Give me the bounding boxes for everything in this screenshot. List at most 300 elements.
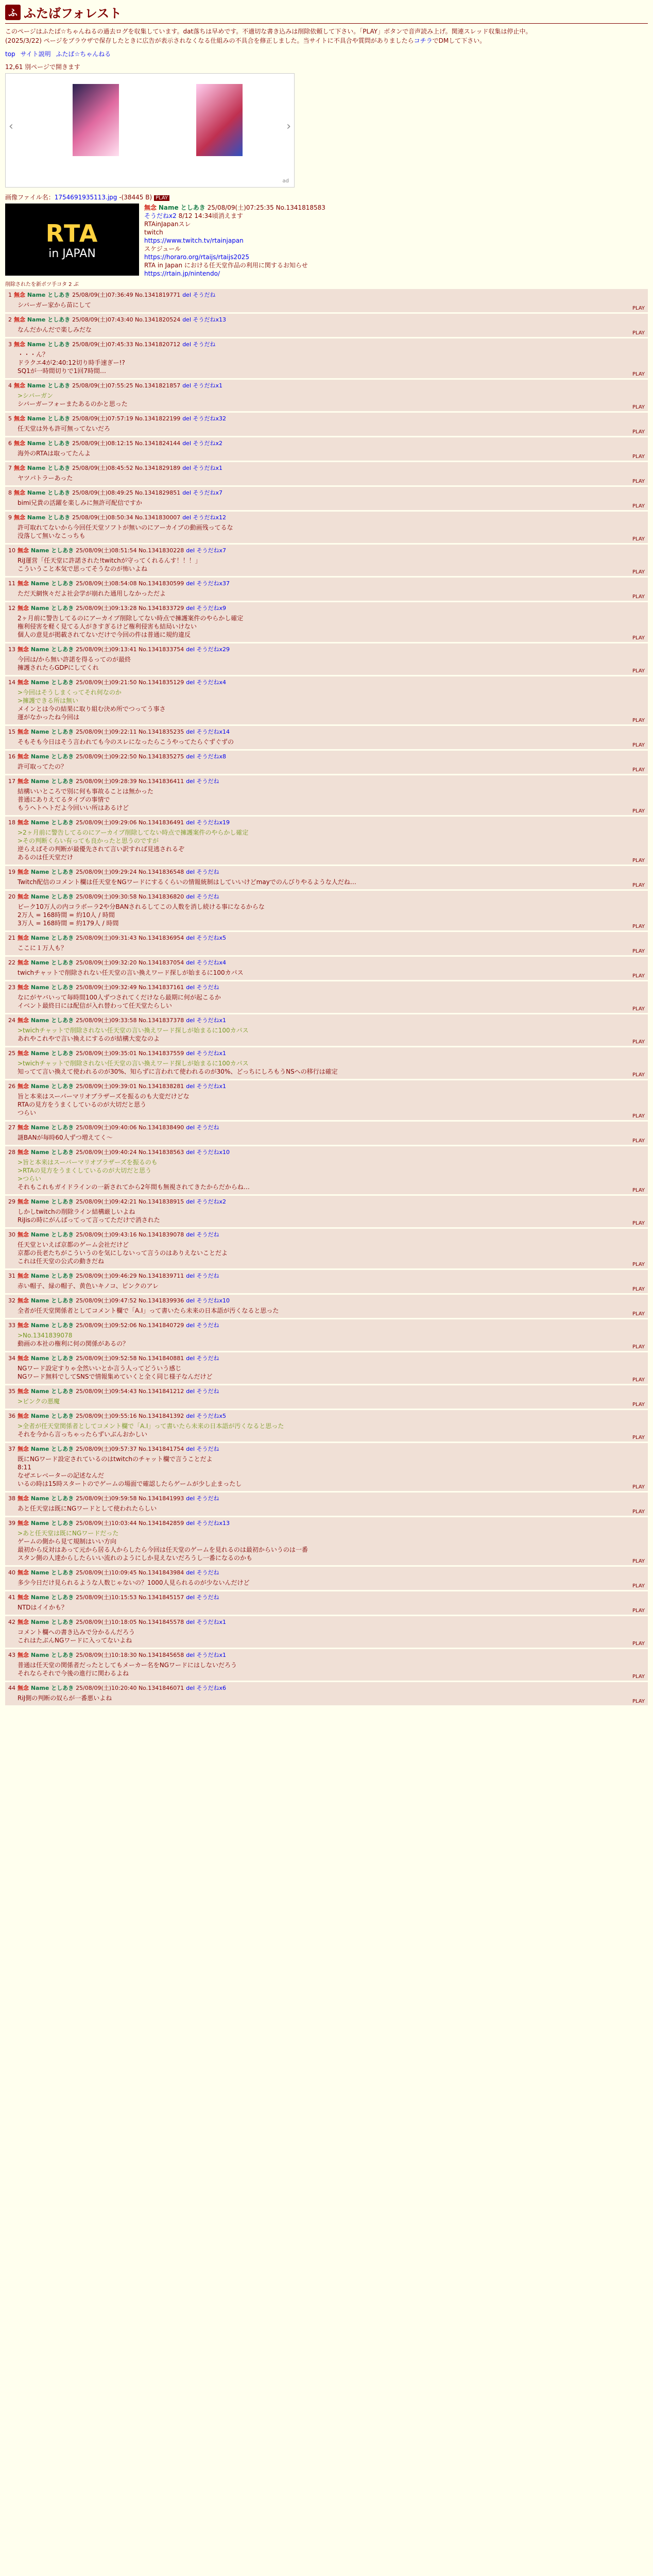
delete-link[interactable]: del (186, 1322, 195, 1329)
play-button[interactable]: PLAY (632, 742, 645, 748)
reply-body (18, 787, 645, 812)
nav-top-link[interactable]: top (5, 50, 15, 58)
reply-name: Name としあき (27, 489, 73, 496)
reply-post (5, 1493, 648, 1516)
reply-datetime[interactable]: 25/08/09(土)10:09:45 No.1341843984 (76, 1569, 184, 1576)
reply-datetime[interactable]: 25/08/09(土)09:13:28 No.1341833729 (76, 605, 184, 612)
reply-body (18, 1307, 645, 1315)
reply-datetime[interactable]: 25/08/09(土)10:20:40 No.1341846071 (76, 1685, 184, 1691)
reply-subject: 無念 (18, 1619, 31, 1625)
reply-datetime[interactable]: 25/08/09(土)09:46:29 No.1341839711 (76, 1273, 184, 1279)
delete-link[interactable]: del (186, 959, 195, 966)
soudane-button[interactable]: そうだねx13 (191, 316, 227, 323)
soudane-button[interactable]: そうだね (195, 1322, 219, 1329)
reply-name: Name としあき (30, 1017, 76, 1024)
play-button[interactable]: PLAY (632, 569, 645, 575)
op-line: twitch (144, 229, 163, 236)
delete-link[interactable]: del (186, 1083, 195, 1090)
op-expiry: 8/12 14:34頃消えます (178, 212, 243, 219)
delete-link[interactable]: del (186, 1297, 195, 1304)
delete-link[interactable]: del (186, 1569, 195, 1576)
reply-datetime[interactable]: 25/08/09(土)09:43:16 No.1341839078 (76, 1231, 184, 1238)
delete-link[interactable]: del (186, 1495, 195, 1502)
delete-link[interactable]: del (182, 440, 192, 447)
reply-datetime[interactable]: 25/08/09(土)09:40:06 No.1341838490 (76, 1124, 184, 1131)
reply-index: 36 (8, 1413, 15, 1419)
reply-text: それもこれもガイドラインの一新されてから2年間も無視されてきたからだからね… (18, 1183, 250, 1191)
reply-index: 12 (8, 605, 15, 612)
reply-index: 43 (8, 1652, 15, 1658)
soudane-button[interactable]: そうだね (195, 1388, 219, 1395)
reply-datetime[interactable]: 25/08/09(土)09:32:49 No.1341837161 (76, 984, 184, 991)
reply-datetime[interactable]: 25/08/09(土)09:31:43 No.1341836954 (76, 935, 184, 941)
soudane-button[interactable]: そうだねx14 (195, 728, 230, 735)
reply-datetime[interactable]: 25/08/09(土)09:54:43 No.1341841212 (76, 1388, 184, 1395)
play-button[interactable]: PLAY (632, 1221, 645, 1226)
play-button[interactable]: PLAY (632, 858, 645, 863)
reply-text: ビーク10万人の内コラボーラ2や分BANされるしてこの人数を消し続ける事になるからな 2万人 = 168時間 = 約10人 / 時間 3万人 = 168時間 = 約179人 / 時間 (18, 903, 265, 927)
reply-datetime[interactable]: 25/08/09(土)10:15:53 No.1341845157 (76, 1594, 184, 1601)
reply-datetime[interactable]: 25/08/09(土)10:03:44 No.1341842859 (76, 1520, 184, 1527)
play-button[interactable]: PLAY (632, 668, 645, 674)
delete-link[interactable]: del (182, 292, 192, 298)
delete-link[interactable]: del (186, 753, 195, 760)
delete-link[interactable]: del (182, 415, 192, 422)
nav-about-link[interactable]: サイト説明 (20, 50, 51, 58)
reply-index: 30 (8, 1231, 15, 1238)
reply-datetime[interactable]: 25/08/09(土)08:49:25 No.1341829851 (72, 489, 181, 496)
reply-name: Name としあき (30, 728, 76, 735)
delete-link[interactable]: del (186, 1413, 195, 1419)
reply-subject: 無念 (14, 341, 27, 348)
reply-body (18, 993, 645, 1010)
reply-body (18, 1455, 645, 1488)
reply-datetime[interactable]: 25/08/09(土)09:22:11 No.1341835235 (76, 728, 184, 735)
reply-subject: 無念 (18, 1273, 31, 1279)
play-button[interactable]: PLAY (632, 1674, 645, 1680)
reply-datetime[interactable]: 25/08/09(土)09:33:58 No.1341837378 (76, 1017, 184, 1024)
reply-subject: 無念 (18, 1446, 31, 1452)
reply-datetime[interactable]: 25/08/09(土)09:55:16 No.1341841392 (76, 1413, 184, 1419)
file-size: -(38445 B) (119, 194, 152, 201)
delete-link[interactable]: del (186, 1198, 195, 1205)
delete-link[interactable]: del (186, 1050, 195, 1057)
play-button[interactable]: PLAY (632, 503, 645, 509)
delete-link[interactable]: del (182, 382, 192, 389)
soudane-button[interactable]: そうだねx2 (191, 440, 223, 447)
delete-link[interactable]: del (186, 580, 195, 587)
reply-subject: 無念 (18, 1520, 31, 1527)
delete-link[interactable]: del (186, 1017, 195, 1024)
op-soudane[interactable]: そうだねx2 (144, 212, 177, 219)
soudane-button[interactable]: そうだねx10 (195, 1297, 230, 1304)
soudane-button[interactable]: そうだねx4 (195, 959, 227, 966)
reply-name: Name としあき (27, 440, 73, 447)
reply-datetime[interactable]: 25/08/09(土)09:21:50 No.1341835129 (76, 679, 184, 686)
soudane-button[interactable]: そうだね (195, 1495, 219, 1502)
play-button[interactable]: PLAY (632, 1484, 645, 1490)
reply-name: Name としあき (30, 869, 76, 875)
soudane-button[interactable]: そうだねx7 (191, 489, 223, 496)
reply-datetime[interactable]: 25/08/09(土)07:36:49 No.1341819771 (72, 292, 181, 298)
reply-quote: >2ヶ月前に警告してるのにアーカイブ削除してない時点で擁護案件のやらかし確定 >その判断くらい有っても良かったと思うのですが (18, 829, 249, 844)
reply-quote: >twichチャットで削除されない任天堂の言い換えワード探しが始まるに100カパス (18, 1027, 249, 1034)
reply-header (8, 934, 645, 942)
reply-body (18, 1282, 645, 1290)
play-button[interactable]: PLAY (632, 1377, 645, 1383)
reply-post (5, 891, 648, 930)
soudane-button[interactable]: そうだねx4 (195, 679, 227, 686)
delete-link[interactable]: del (186, 1149, 195, 1156)
reply-datetime[interactable]: 25/08/09(土)09:35:01 No.1341837559 (76, 1050, 184, 1057)
soudane-button[interactable]: そうだねx1 (191, 465, 223, 471)
reply-header (8, 752, 645, 760)
contact-link[interactable]: コチラ (414, 37, 433, 44)
reply-index: 26 (8, 1083, 15, 1090)
reply-body (18, 1628, 645, 1645)
play-button[interactable]: PLAY (632, 1641, 645, 1647)
play-button[interactable]: PLAY (632, 1608, 645, 1614)
soudane-button[interactable]: そうだねx1 (195, 1083, 227, 1090)
reply-body (18, 425, 645, 433)
reply-datetime[interactable]: 25/08/09(土)09:22:50 No.1341835275 (76, 753, 184, 760)
soudane-button[interactable]: そうだね (195, 1355, 219, 1362)
reply-subject: 無念 (18, 1198, 31, 1205)
delete-link[interactable]: del (186, 605, 195, 612)
play-button[interactable]: PLAY (632, 429, 645, 435)
reply-quote: >旨と本来はスーパーマリオブラザーズを振るのも >RTAの見方をうまくしているのが大切だと思う >つらい (18, 1159, 158, 1182)
reply-body (18, 1694, 645, 1702)
play-button[interactable]: PLAY (632, 767, 645, 773)
reply-header (8, 1321, 645, 1329)
reply-name: Name としあき (30, 893, 76, 900)
soudane-button[interactable]: そうだね (195, 869, 219, 875)
delete-link[interactable]: del (186, 1124, 195, 1131)
play-button[interactable]: PLAY (632, 306, 645, 311)
reply-datetime[interactable]: 25/08/09(土)07:45:33 No.1341820712 (72, 341, 181, 348)
play-button[interactable]: PLAY (632, 1072, 645, 1078)
play-button[interactable]: PLAY (632, 330, 645, 336)
reply-datetime[interactable]: 25/08/09(土)07:57:19 No.1341822199 (72, 415, 181, 422)
chevron-left-icon[interactable]: ‹ (9, 120, 13, 133)
delete-link[interactable]: del (186, 547, 195, 554)
reply-header (8, 958, 645, 967)
reply-subject: 無念 (18, 1017, 31, 1024)
reply-index: 44 (8, 1685, 15, 1691)
reply-datetime[interactable]: 25/08/09(土)08:54:08 No.1341830599 (76, 580, 184, 587)
delete-link[interactable]: del (182, 316, 192, 323)
reply-post (5, 1014, 648, 1046)
reply-header (8, 579, 645, 587)
soudane-button[interactable]: そうだねx10 (195, 1149, 230, 1156)
reply-text: 全者が任天堂関係者としてコメント欄で「A.I」って書いたら未来の日本語が汚くなると思った (18, 1307, 279, 1314)
reply-index: 14 (8, 679, 15, 686)
play-button[interactable]: PLAY (632, 454, 645, 460)
delete-link[interactable]: del (186, 1388, 195, 1395)
reply-text: ここに１万人も？ (18, 944, 67, 952)
soudane-button[interactable]: そうだね (195, 778, 219, 785)
soudane-button[interactable]: そうだねx5 (195, 935, 227, 941)
reply-name: Name としあき (30, 605, 76, 612)
delete-link[interactable]: del (186, 1231, 195, 1238)
reply-quote: >あと任天堂は既にNGワードだった (18, 1530, 119, 1537)
reply-datetime[interactable]: 25/08/09(土)09:42:21 No.1341838915 (76, 1198, 184, 1205)
op-link[interactable]: https://rtain.jp/nintendo/ (144, 270, 220, 277)
reply-text: 多少今日だけ見られるような人数じゃないの？1000人見られるのが少ないんだけど (18, 1579, 250, 1586)
delete-link[interactable]: del (182, 465, 192, 471)
reply-subject: 無念 (18, 1355, 31, 1362)
reply-datetime[interactable]: 25/08/09(土)08:12:15 No.1341824144 (72, 440, 181, 447)
delete-link[interactable]: del (186, 1652, 195, 1658)
play-button[interactable]: PLAY (632, 1188, 645, 1193)
reply-index: 33 (8, 1322, 15, 1329)
delete-link[interactable]: del (186, 1619, 195, 1625)
soudane-button[interactable]: そうだねx8 (195, 753, 227, 760)
delete-link[interactable]: del (186, 1685, 195, 1691)
op-datetime: 25/08/09(土)07:25:35 No.1341818583 (207, 204, 325, 211)
play-button[interactable]: PLAY (154, 195, 169, 201)
soudane-button[interactable]: そうだねx7 (195, 547, 227, 554)
reply-post (5, 1270, 648, 1293)
soudane-button[interactable]: そうだねx1 (195, 1652, 227, 1658)
gallery-carousel[interactable] (5, 73, 295, 188)
reply-index: 29 (8, 1198, 15, 1205)
reply-datetime[interactable]: 25/08/09(土)09:52:06 No.1341840729 (76, 1322, 184, 1329)
soudane-button[interactable]: そうだね (195, 1273, 219, 1279)
reply-post (5, 1591, 648, 1615)
play-button[interactable]: PLAY (632, 1558, 645, 1564)
chevron-right-icon[interactable]: › (286, 120, 291, 133)
gallery-thumb[interactable] (73, 84, 119, 156)
soudane-button[interactable]: そうだねx19 (195, 819, 230, 826)
delete-link[interactable]: del (182, 514, 192, 521)
delete-link[interactable]: del (186, 1446, 195, 1452)
reply-datetime[interactable]: 25/08/09(土)08:45:52 No.1341829189 (72, 465, 181, 471)
soudane-button[interactable]: そうだね (195, 1446, 219, 1452)
reply-index: 40 (8, 1569, 15, 1576)
reply-post (5, 1295, 648, 1318)
soudane-button[interactable]: そうだね (191, 292, 216, 298)
reply-subject: 無念 (18, 984, 31, 991)
reply-datetime[interactable]: 25/08/09(土)09:32:20 No.1341837054 (76, 959, 184, 966)
soudane-button[interactable]: そうだね (195, 1124, 219, 1131)
reply-header (8, 1123, 645, 1131)
play-button[interactable]: PLAY (632, 404, 645, 410)
reply-datetime[interactable]: 25/08/09(土)09:52:58 No.1341840881 (76, 1355, 184, 1362)
play-button[interactable]: PLAY (632, 1509, 645, 1515)
play-button[interactable]: PLAY (632, 1286, 645, 1292)
play-button[interactable]: PLAY (632, 479, 645, 484)
reply-subject: 無念 (18, 753, 31, 760)
reply-quote: >twichチャットで削除されない任天堂の言い換えワード探しが始まるに100カパス (18, 1060, 249, 1067)
reply-datetime[interactable]: 25/08/09(土)10:18:30 No.1341845658 (76, 1652, 184, 1658)
op-image[interactable] (5, 204, 139, 276)
reply-text: NGワード設定すりゃ全然いいとか言う人ってどういう感じ NGワード無料でしてSNSで情報集めていくと全く同じ様子なんだけど (18, 1365, 213, 1380)
reply-index: 17 (8, 778, 15, 785)
reply-name: Name としあき (30, 753, 76, 760)
play-button[interactable]: PLAY (632, 1113, 645, 1119)
delete-link[interactable]: del (186, 1273, 195, 1279)
soudane-button[interactable]: そうだねx2 (195, 1198, 227, 1205)
delete-link[interactable]: del (186, 646, 195, 653)
reply-name: Name としあき (30, 1446, 76, 1452)
reply-name: Name としあき (27, 292, 73, 298)
op-image-sub: in JAPAN (48, 247, 96, 260)
reply-datetime[interactable]: 25/08/09(土)08:51:54 No.1341830228 (76, 547, 184, 554)
reply-header (8, 727, 645, 736)
reply-body (18, 1364, 645, 1381)
reply-datetime[interactable]: 25/08/09(土)08:50:34 No.1341830007 (72, 514, 181, 521)
reply-text: そもそも今日はそう言われても今のスレになったらこうやってたらぐずぐずの (18, 738, 234, 745)
reply-datetime[interactable]: 25/08/09(土)09:59:58 No.1341841993 (76, 1495, 184, 1502)
play-button[interactable]: PLAY (632, 973, 645, 979)
soudane-button[interactable]: そうだねx12 (191, 514, 227, 521)
soudane-button[interactable]: そうだねx1 (195, 1017, 227, 1024)
play-button[interactable]: PLAY (632, 594, 645, 600)
soudane-button[interactable]: そうだねx1 (191, 382, 223, 389)
reply-header (8, 678, 645, 686)
divider (5, 23, 648, 24)
gallery-footer: ad (282, 178, 289, 184)
soudane-button[interactable]: そうだね (195, 1594, 219, 1601)
play-button[interactable]: PLAY (632, 635, 645, 641)
play-button[interactable]: PLAY (632, 1138, 645, 1144)
op-link[interactable]: https://www.twitch.tv/rtainjapan (144, 237, 244, 244)
delete-link[interactable]: del (182, 341, 192, 348)
delete-link[interactable]: del (186, 1594, 195, 1601)
reply-datetime[interactable]: 25/08/09(土)09:30:58 No.1341836820 (76, 893, 184, 900)
reply-datetime[interactable]: 25/08/09(土)09:13:41 No.1341833754 (76, 646, 184, 653)
reply-index: 9 (8, 514, 12, 521)
reply-post (5, 1682, 648, 1705)
reply-datetime[interactable]: 25/08/09(土)09:29:06 No.1341836491 (76, 819, 184, 826)
play-button[interactable]: PLAY (632, 1583, 645, 1589)
reply-index: 22 (8, 959, 15, 966)
reply-index: 31 (8, 1273, 15, 1279)
reply-header (8, 818, 645, 826)
play-button[interactable]: PLAY (632, 536, 645, 542)
soudane-button[interactable]: そうだねx5 (195, 1413, 227, 1419)
reply-datetime[interactable]: 25/08/09(土)09:29:24 No.1341836548 (76, 869, 184, 875)
reply-subject: 無念 (14, 489, 27, 496)
soudane-button[interactable]: そうだねx1 (195, 1619, 227, 1625)
play-button[interactable]: PLAY (632, 1039, 645, 1045)
delete-link[interactable]: del (186, 819, 195, 826)
soudane-button[interactable]: そうだね (195, 893, 219, 900)
reply-post (5, 1410, 648, 1442)
reply-index: 37 (8, 1446, 15, 1452)
reply-text: 任天堂は外も許可無ってないだろ (18, 425, 111, 432)
reply-datetime[interactable]: 25/08/09(土)09:40:24 No.1341838563 (76, 1149, 184, 1156)
reply-index: 21 (8, 935, 15, 941)
reply-post (5, 1122, 648, 1145)
op-link[interactable]: https://horaro.org/rtaijs/rtaijs2025 (144, 253, 249, 261)
reply-subject: 無念 (18, 778, 31, 785)
delete-link[interactable]: del (186, 869, 195, 875)
play-button[interactable]: PLAY (632, 1435, 645, 1440)
delete-link[interactable]: del (186, 893, 195, 900)
delete-link[interactable]: del (182, 489, 192, 496)
reply-list (5, 289, 648, 1705)
delete-link[interactable]: del (186, 935, 195, 941)
delete-link[interactable]: del (186, 1520, 195, 1527)
reply-post (5, 413, 648, 436)
reply-datetime[interactable]: 25/08/09(土)10:18:05 No.1341845578 (76, 1619, 184, 1625)
reply-subject: 無念 (18, 1569, 31, 1576)
soudane-button[interactable]: そうだねx1 (195, 1050, 227, 1057)
soudane-button[interactable]: そうだね (195, 1231, 219, 1238)
play-button[interactable]: PLAY (632, 1344, 645, 1350)
file-label: 画像ファイル名： (5, 194, 55, 201)
reply-subject: 無念 (18, 1388, 31, 1395)
play-button[interactable]: PLAY (632, 1006, 645, 1012)
delete-link[interactable]: del (186, 778, 195, 785)
soudane-button[interactable]: そうだねx9 (195, 605, 227, 612)
reply-post (5, 981, 648, 1013)
gallery-thumb[interactable] (196, 84, 243, 156)
site-title[interactable]: ふたばフォレスト (24, 6, 122, 21)
delete-link[interactable]: del (186, 1355, 195, 1362)
file-link[interactable]: 1754691935113.jpg (54, 194, 117, 201)
play-button[interactable]: PLAY (632, 924, 645, 929)
reply-subject: 無念 (18, 1083, 31, 1090)
reply-name: Name としあき (30, 935, 76, 941)
play-button[interactable]: PLAY (632, 883, 645, 888)
reply-body (18, 350, 645, 375)
reply-datetime[interactable]: 25/08/09(土)07:43:40 No.1341820524 (72, 316, 181, 323)
soudane-button[interactable]: そうだねx29 (195, 646, 230, 653)
reply-subject: 無念 (14, 415, 27, 422)
reply-datetime[interactable]: 25/08/09(土)09:39:01 No.1341838281 (76, 1083, 184, 1090)
reply-datetime[interactable]: 25/08/09(土)09:57:37 No.1341841754 (76, 1446, 184, 1452)
delete-link[interactable]: del (186, 728, 195, 735)
play-button[interactable]: PLAY (632, 1402, 645, 1408)
reply-text: 任天堂といえば京都のゲーム会社だけど 京都の長老たちがこういうのを気にしないって言うのはありえないことだよ これは任天堂の公式の動きだね (18, 1241, 228, 1265)
soudane-button[interactable]: そうだね (191, 341, 216, 348)
reply-header (8, 513, 645, 521)
reply-datetime[interactable]: 25/08/09(土)07:55:25 No.1341821857 (72, 382, 181, 389)
reply-text: 2ヶ月前に警告してるのにアーカイブ削除してない時点で擁護案件のやらかし確定 権利侵害を軽く見てる人がきすぎるけど権利侵害も結局いけない 個人の意見が掲載されてないだけで今回の件は普通に規約違反 (18, 615, 244, 638)
reply-datetime[interactable]: 25/08/09(土)09:47:52 No.1341839936 (76, 1297, 184, 1304)
site-logo-icon[interactable]: ふ (5, 5, 21, 20)
soudane-button[interactable]: そうだねx13 (195, 1520, 230, 1527)
nav-futaba-link[interactable]: ふたば☆ちゃんねる (56, 50, 111, 58)
play-button[interactable]: PLAY (632, 371, 645, 377)
soudane-button[interactable]: そうだね (195, 984, 219, 991)
soudane-button[interactable]: そうだねx6 (195, 1685, 227, 1691)
soudane-button[interactable]: そうだね (195, 1569, 219, 1576)
reply-header (8, 645, 645, 653)
play-button[interactable]: PLAY (632, 1699, 645, 1704)
play-button[interactable]: PLAY (632, 1262, 645, 1267)
reply-quote: >No.1341839078 (18, 1332, 73, 1339)
op-subject: 無念 (144, 204, 157, 211)
play-button[interactable]: PLAY (632, 948, 645, 954)
delete-link[interactable]: del (186, 984, 195, 991)
reply-subject: 無念 (14, 316, 27, 323)
delete-link[interactable]: del (186, 679, 195, 686)
play-button[interactable]: PLAY (632, 808, 645, 814)
reply-body (18, 1059, 645, 1076)
soudane-button[interactable]: そうだねx37 (195, 580, 230, 587)
reply-datetime[interactable]: 25/08/09(土)09:28:39 No.1341836411 (76, 778, 184, 785)
reply-text: しかしtwitchの削除ライン結構厳しいよね RiJisの時にがんばってって言ってただけで消された (18, 1208, 160, 1224)
play-button[interactable]: PLAY (632, 1311, 645, 1317)
play-button[interactable]: PLAY (632, 718, 645, 723)
reply-name: Name としあき (30, 778, 76, 785)
reply-subject: 無念 (14, 292, 27, 298)
soudane-button[interactable]: そうだねx32 (191, 415, 227, 422)
